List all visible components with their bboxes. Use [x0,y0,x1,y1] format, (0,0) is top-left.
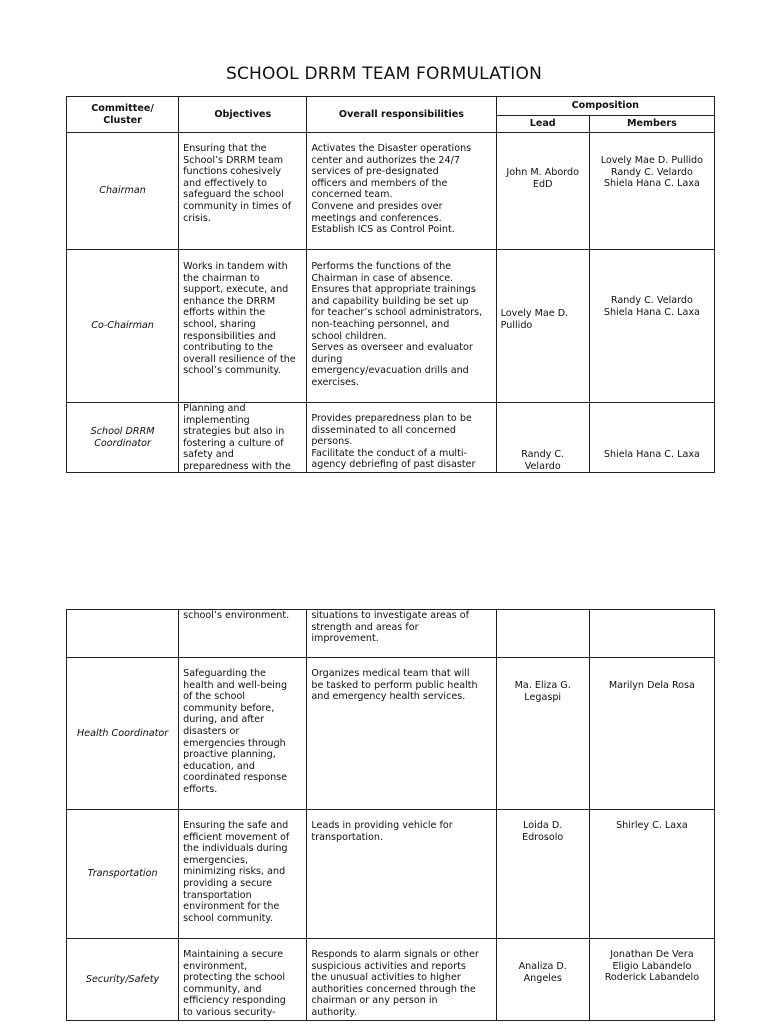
objectives-cell: Ensuring that the School’s DRRM team functions cohesively and effectively to safeguard the school community in times of crisis. [179,133,307,250]
table-row [67,250,715,403]
objectives-cell: Ensuring the safe and efficient movement of the individuals during emergencies, minimizing risks, and providing a secure transportation environment for the school community. [179,810,307,939]
responsibilities-cell: Activates the Disaster operations center and authorizes the 24/7 services of pre-designated officers and members of the concerned team. Convene and presides over meetings and conferences. Establish ICS as Control Point. [307,133,496,250]
table-row [67,658,715,810]
lead-cell: Randy C. Velardo [496,403,589,473]
table-row [67,810,715,939]
table-row [67,939,715,1021]
header-members: Members [589,116,714,133]
committee-cell: School DRRM Coordinator [67,403,179,473]
committee-cell: Health Coordinator [67,658,179,810]
objectives-cell: Maintaining a secure environment, protecting the school community, and efficiency responding to various security- [179,939,307,1021]
table-row [67,403,715,473]
objectives-cell: school’s environment. [179,610,307,658]
table-row [67,610,715,658]
objectives-cell: Planning and implementing strategies but also in fostering a culture of safety and preparedness with the [179,403,307,473]
lead-cell: Ma. Eliza G. Legaspi [496,658,589,810]
header-committee: Committee/ Cluster [67,97,179,133]
responsibilities-cell: situations to investigate areas of strength and areas for improvement. [307,610,496,658]
committee-cell: Security/Safety [67,939,179,1021]
committee-cell: Co-Chairman [67,250,179,403]
header-composition: Composition [496,97,714,116]
members-cell: Jonathan De Vera Eligio Labandelo Roderick Labandelo [589,939,714,1021]
members-cell [589,610,714,658]
drrm-table-page-2 [66,609,715,1021]
lead-cell: Lovely Mae D. Pullido [496,250,589,403]
committee-cell [67,610,179,658]
drrm-table-page-1 [66,96,715,473]
header-objectives: Objectives [179,97,307,133]
header-responsibilities: Overall responsibilities [307,97,496,133]
header-lead: Lead [496,116,589,133]
responsibilities-cell: Organizes medical team that will be tasked to perform public health and emergency health services. [307,658,496,810]
members-cell: Lovely Mae D. Pullido Randy C. Velardo Shiela Hana C. Laxa [589,133,714,250]
document-title: SCHOOL DRRM TEAM FORMULATION [225,64,543,84]
committee-cell: Transportation [67,810,179,939]
responsibilities-cell: Performs the functions of the Chairman in case of absence. Ensures that appropriate trainings and capability building be set up for teacher’s school administrators, non-teaching personnel, and school children. Serves as overseer and evaluator during emergency/evacuation drills and exercises. [307,250,496,403]
members-cell: Randy C. Velardo Shiela Hana C. Laxa [589,250,714,403]
responsibilities-cell: Leads in providing vehicle for transportation. [307,810,496,939]
members-cell: Shirley C. Laxa [589,810,714,939]
responsibilities-cell: Responds to alarm signals or other suspicious activities and reports the unusual activities to higher authorities concerned through the chairman or any person in authority. [307,939,496,1021]
lead-cell: John M. Abordo EdD [496,133,589,250]
lead-cell: Loida D. Edrosolo [496,810,589,939]
objectives-cell: Works in tandem with the chairman to support, execute, and enhance the DRRM efforts within the school, sharing responsibilities and contributing to the overall resilience of the school’s community. [179,250,307,403]
committee-cell: Chairman [67,133,179,250]
lead-cell [496,610,589,658]
table-row [67,133,715,250]
members-cell: Marilyn Dela Rosa [589,658,714,810]
responsibilities-cell: Provides preparedness plan to be disseminated to all concerned persons. Facilitate the conduct of a multi- agency debriefing of past disaster [307,403,496,473]
lead-cell: Analiza D. Angeles [496,939,589,1021]
objectives-cell: Safeguarding the health and well-being of the school community before, during, and after disasters or emergencies through proactive planning, education, and coordinated response efforts. [179,658,307,810]
members-cell: Shiela Hana C. Laxa [589,403,714,473]
